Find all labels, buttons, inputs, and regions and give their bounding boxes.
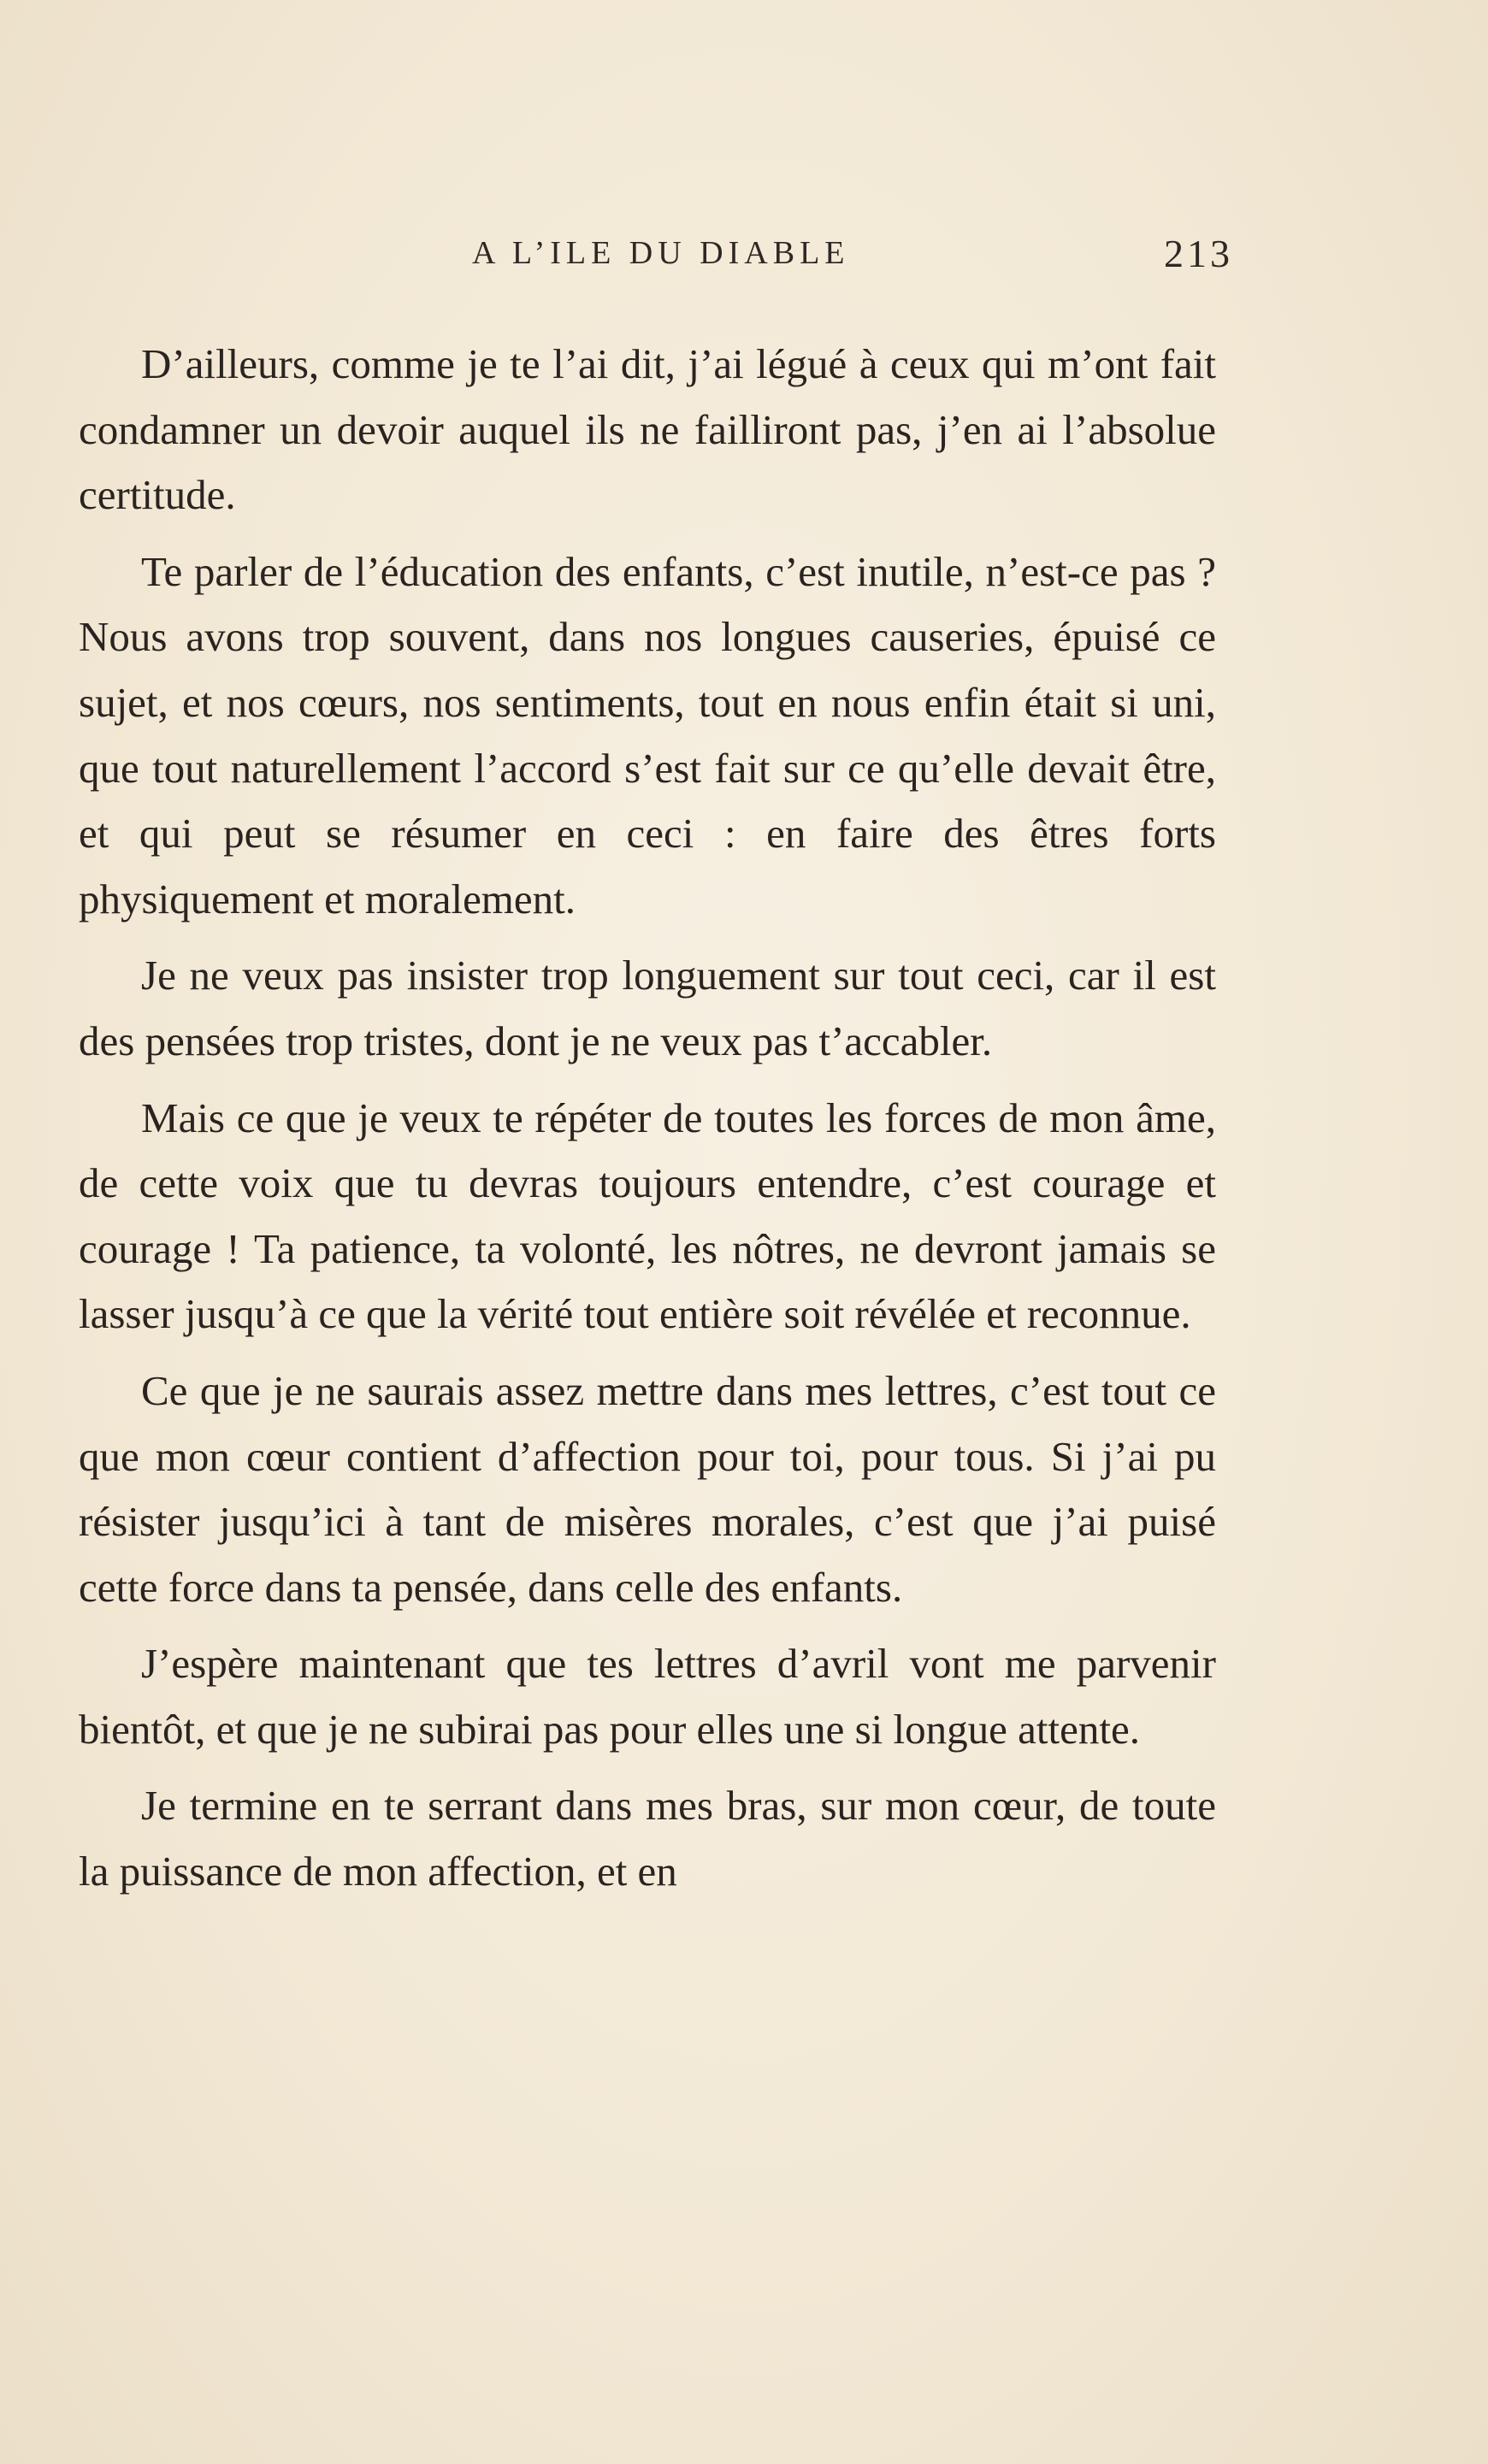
page-number: 213 xyxy=(1164,232,1233,275)
paragraph: Te parler de l’éducation des enfants, c’est inutile, n’est-ce pas ? Nous avons trop souvent, dans nos longues causeries, épuisé ce sujet, et nos cœurs, nos sentiments, tout en nous enfin était si uni, que tout naturellement l’accord s’est fait sur ce qu’elle devait être, et qui peut se résumer en ceci : en faire des êtres forts physiquement et moralement. xyxy=(79,547,1216,923)
paragraph: J’espère maintenant que tes lettres d’avril vont me parvenir bientôt, et que je ne subirai pas pour elles une si longue attente. xyxy=(79,1640,1216,1753)
running-title: A L’ILE DU DIABLE xyxy=(472,235,850,271)
running-head xyxy=(79,234,1233,286)
paragraph: D’ailleurs, comme je te l’ai dit, j’ai légué à ceux qui m’ont fait condamner un devoir auquel ils ne failliront pas, j’en ai l’absolue certitude. xyxy=(79,340,1216,519)
paragraph: Mais ce que je veux te répéter de toutes les forces de mon âme, de cette voix que tu devras toujours entendre, c’est courage et courage ! Ta patience, ta volonté, les nôtres, ne devront jamais se lasser jusqu’à ce que la vérité tout entière soit révélée et reconnue. xyxy=(79,1093,1216,1338)
paragraph: Ce que je ne saurais assez mettre dans mes lettres, c’est tout ce que mon cœur contient d’affection pour toi, pour tous. Si j’ai pu résister jusqu’ici à tant de misères morales, c’est que j’ai puisé cette force dans ta pensée, dans celle des enfants. xyxy=(79,1366,1216,1611)
body-text xyxy=(79,332,1216,1916)
paragraph: Je ne veux pas insister trop longuement sur tout ceci, car il est des pensées trop tristes, dont je ne veux pas t’accabler. xyxy=(79,952,1216,1064)
paragraph: Je termine en te serrant dans mes bras, sur mon cœur, de toute la puissance de mon affection, et en xyxy=(79,1782,1216,1895)
